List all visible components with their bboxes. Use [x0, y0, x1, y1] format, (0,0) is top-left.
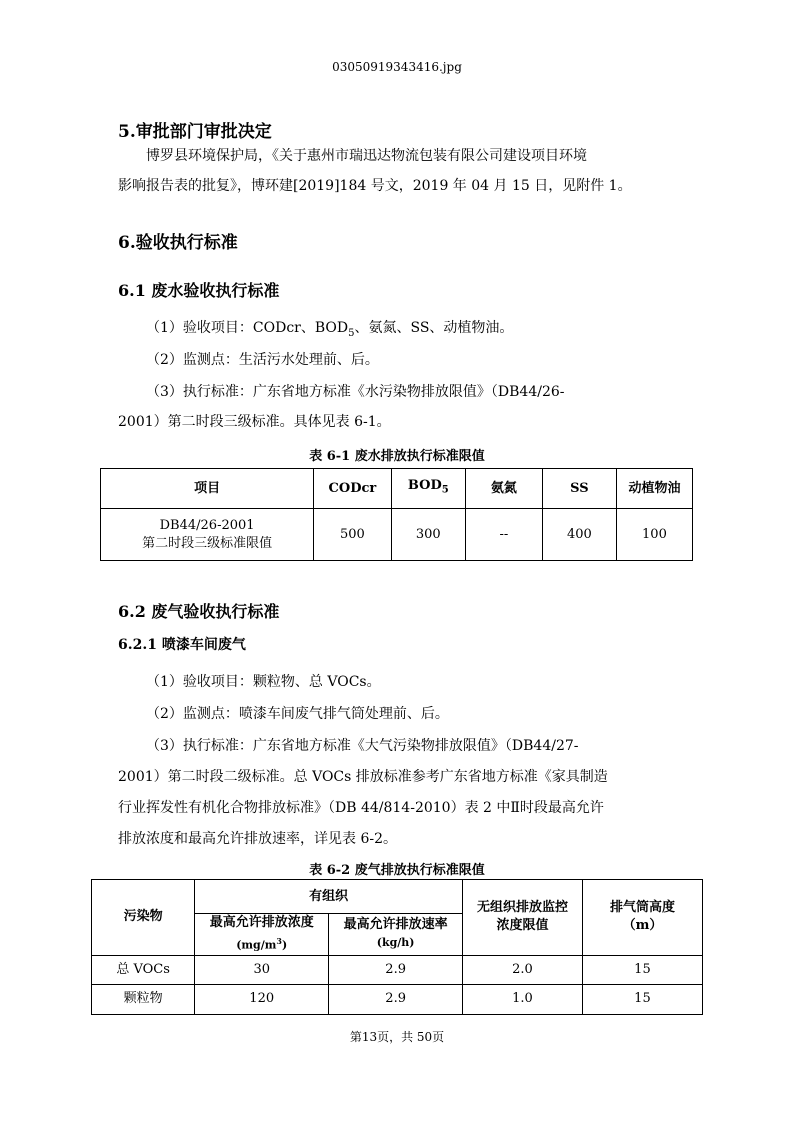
section-6-2-item-3-line-1: （3）执行标准：广东省地方标准《大气污染物排放限值》（DB44/27- — [146, 738, 579, 754]
table-6-2-caption: 表 6-2 废气排放执行标准限值 — [309, 863, 485, 878]
section-6-2-item-3-line-3: 行业挥发性有机化合物排放标准》（DB 44/814-2010）表 2 中Ⅱ时段最高允许 — [118, 800, 604, 816]
table-6-1-cell-nh3: -- — [466, 509, 543, 561]
table-6-2-row-1-conc: 30 — [195, 955, 329, 984]
table-6-2-row-2-unorg: 1.0 — [463, 984, 583, 1014]
table-6-2-row-2-conc: 120 — [195, 984, 329, 1014]
table-row — [101, 509, 693, 561]
table-6-2-row-1-stack: 15 — [582, 955, 702, 984]
table-6-2-header-max-rate: 最高允许排放速率 (kg/h) — [329, 914, 463, 956]
table-6-1-cell-cod: 500 — [314, 509, 391, 561]
table-6-2-header-max-conc: 最高允许排放浓度 $(mg/m^3)$ — [195, 914, 329, 956]
section-6-2-item-1: （1）验收项目：颗粒物、总 VOCs。 — [146, 674, 381, 690]
section-6-heading: 6.验收执行标准 — [118, 233, 238, 253]
table-6-1-cell-bod: 300 — [391, 509, 465, 561]
section-6-2-heading: 6.2 废气验收执行标准 — [118, 602, 280, 621]
table-6-2-row-1-unorg: 2.0 — [463, 955, 583, 984]
section-6-2-item-3-line-2: 2001）第二时段二级标准。总 VOCs 排放标准参考广东省地方标准《家具制造 — [118, 769, 608, 785]
table-6-2-row-2-rate: 2.9 — [329, 984, 463, 1014]
table-6-1-header-ss: SS — [542, 469, 616, 509]
section-6-1-item-1: （1）验收项目：CODcr、$BOD_5$、氨氮、SS、动植物油。 — [146, 320, 514, 339]
table-6-1-cell-oil: 100 — [616, 509, 692, 561]
section-5-line-2: 影响报告表的批复》，博环建[2019]184 号文，2019 年 04 月 15 日，见附件 1。 — [118, 178, 632, 194]
section-6-1-item-3-line-1: （3）执行标准：广东省地方标准《水污染物排放限值》（DB44/26- — [146, 384, 565, 400]
table-6-2-header-stack-height: 排气筒高度 （m） — [582, 880, 702, 956]
table-6-1 — [100, 468, 693, 561]
section-6-1-item-3-line-2: 2001）第二时段三级标准。具体见表 6-1。 — [118, 414, 391, 430]
table-6-1-header-oil: 动植物油 — [616, 469, 692, 509]
table-row — [92, 984, 703, 1014]
image-filename: 03050919343416.jpg — [332, 60, 462, 74]
table-6-1-cell-ss: 400 — [542, 509, 616, 561]
section-6-2-1-heading: 6.2.1 喷漆车间废气 — [118, 637, 246, 653]
section-6-2-item-2: （2）监测点：喷漆车间废气排气筒处理前、后。 — [146, 706, 449, 722]
section-6-2-item-3-line-4: 排放浓度和最高允许排放速率，详见表 6-2。 — [118, 831, 397, 847]
table-6-2-header-organized: 有组织 — [195, 880, 463, 914]
table-6-2-row-1-name: 总 VOCs — [92, 955, 195, 984]
section-6-1-heading: 6.1 废水验收执行标准 — [118, 281, 280, 300]
table-6-1-caption: 表 6-1 废水排放执行标准限值 — [309, 449, 485, 464]
table-6-2-header-pollutant: 污染物 — [92, 880, 195, 956]
table-6-2-header-unorganized: 无组织排放监控 浓度限值 — [463, 880, 583, 956]
section-5-heading: 5.审批部门审批决定 — [118, 122, 272, 142]
table-6-1-row-name: DB44/26-2001 第二时段三级标准限值 — [101, 509, 314, 561]
table-6-1-header-item: 项目 — [101, 469, 314, 509]
table-row — [92, 955, 703, 984]
table-6-2 — [91, 879, 703, 1015]
section-6-1-item-2: （2）监测点：生活污水处理前、后。 — [146, 352, 379, 368]
section-5-line-1: 博罗县环境保护局，《关于惠州市瑞迅达物流包装有限公司建设项目环境 — [146, 148, 587, 164]
table-6-2-row-1-rate: 2.9 — [329, 955, 463, 984]
page-number: 第13页，共 50页 — [349, 1030, 445, 1044]
table-6-1-header-bod: $BOD_5$ — [391, 469, 465, 509]
table-6-2-row-2-name: 颗粒物 — [92, 984, 195, 1014]
table-6-1-header-nh3: 氨氮 — [466, 469, 543, 509]
table-6-2-row-2-stack: 15 — [582, 984, 702, 1014]
table-6-1-header-cod: CODcr — [314, 469, 391, 509]
